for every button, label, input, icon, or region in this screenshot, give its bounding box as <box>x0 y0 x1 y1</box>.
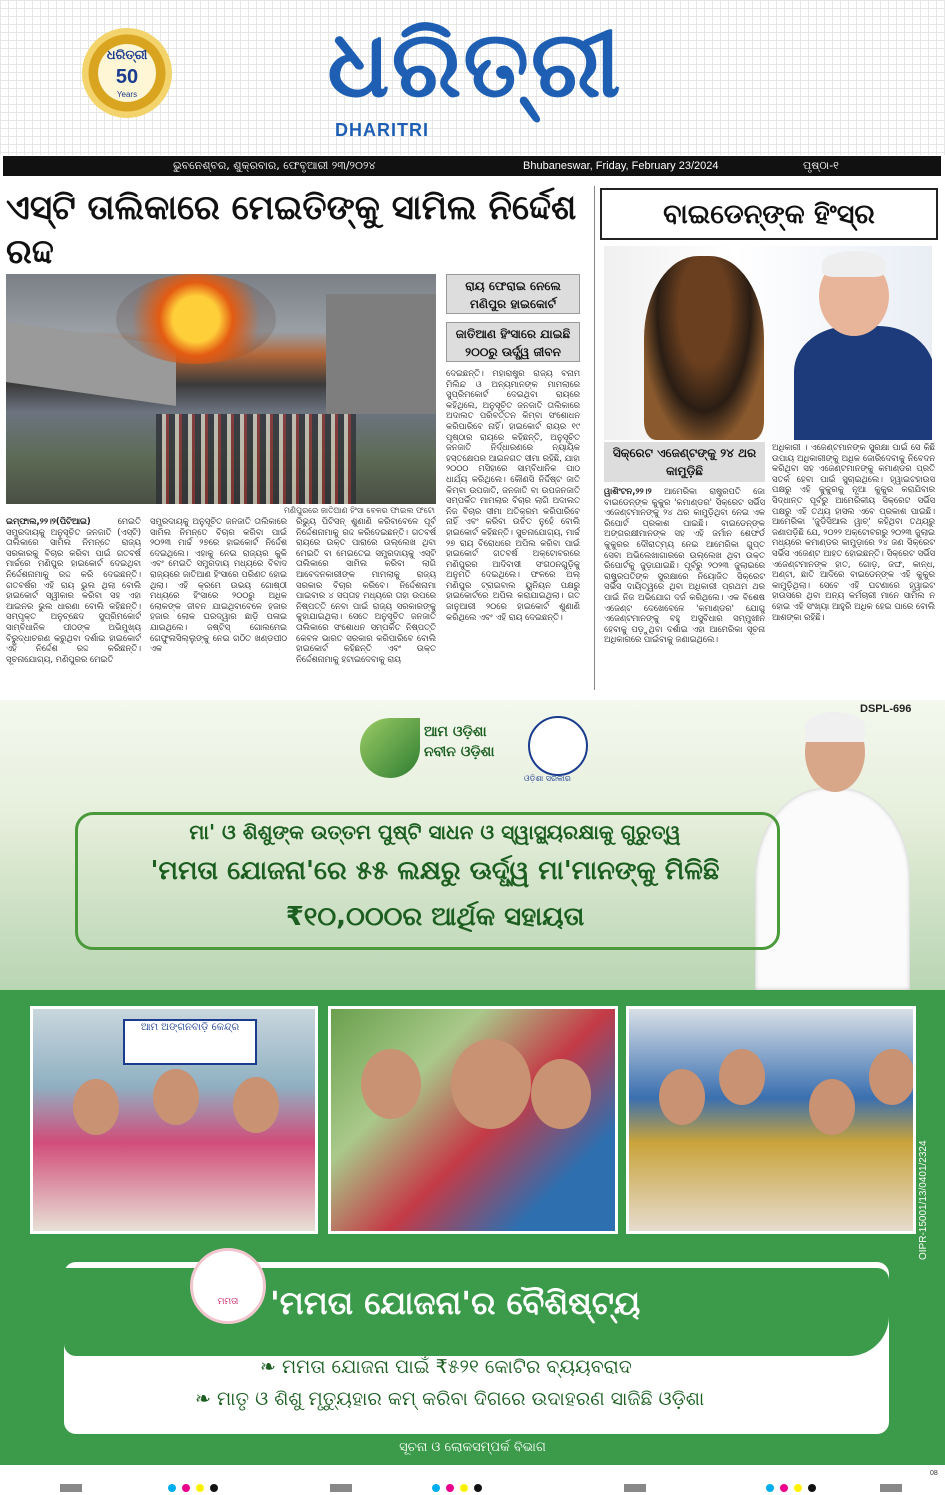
manipur-fire-photo <box>6 274 436 504</box>
face-shape <box>153 1069 199 1125</box>
feature-item-1: ❧ ମମତା ଯୋଜନା ପାଇଁ ₹୫୨୧ କୋଟିର ବ୍ୟୟବରାଦ <box>260 1356 632 1378</box>
house-shape <box>326 294 436 414</box>
side-story-column-b: ଅଧିକାରୀ । ଏଜେଣ୍ଟମାନଙ୍କ ସୁରକ୍ଷା ପାଇଁ ସେ କିଛି ଉପାୟ ଅଧିକାରୀଙ୍କୁ ଅଧିକ ଜୋରିଦେବାକୁ ନିବେଦନ କରିଥିବା ସହ ଏଜେଣ୍ଟମାନଙ୍କୁ କମାଣ୍ଡର ପ୍ରତି ସତର୍କ ହେବା ପାଇଁ ସୁଚାଇଥିଲେ। ହ୍ୱାଇଟହାଉସ ପକ୍ଷରୁ ଏହି କୁକୁରକୁ ନୂଆ କୁକୁର କରାଯିବାର ସିଦ୍ଧାନ୍ତ ପୂର୍ବରୁ ଆମେରିକୀୟ ସିକ୍ରେଟ ସର୍ଭିସ ପକ୍ଷରୁ ଏହି ତଥ୍ୟ ହାସଲ ଏବେ ପ୍ରକାଶ ପାଇଛି। ଆମେରିକା 'ଜୁଡିସିଆଲ ୱାଚ୍' କହିଥିବା ତଥ୍ୟରୁ ଜଣାପଡ଼ିଛି ଯେ, ୨୦୨୨ ଅକ୍ଟୋବରରୁ ୨୦୨୩ ଜୁଲାଇ ମଧ୍ୟରେ କମାଣ୍ଡର କାମୁଡ଼ାରେ ୨୪ ଜଣ ସିକ୍ରେଟ ସର୍ଭିସ ଏଜେଣ୍ଟ ଆହତ ହୋଇଛନ୍ତି। ସିକ୍ରେଟ ସର୍ଭିସ ଏଜେଣ୍ଟମାନଙ୍କ ହାତ, ଗୋଡ଼, ଜଙ୍ଘ, କାନ୍ଧ, ଅଣ୍ଟା, ଛାତି ଆଦିରେ ବାଇଡେନ୍‌ଙ୍କ ଏହି କୁକୁର କାମୁଡ଼ିଥିଲା। ସେବେ ଏହି ଘଟଣାରେ ହ୍ୱାଇଟ ହାଉସରେ ଥିବା ଅନ୍ୟ କର୍ମଚାରୀ ମାନେ ସାମିଲ ନ ହୋଇ ଏହି ସଂଖ୍ୟା ଆହୁରି ଅଧିକ ହେଇ ପାରେ ବୋଲି ଆଶଙ୍କା ରହିଛି। <box>772 442 935 622</box>
footer-bar <box>0 1470 945 1495</box>
hair-shape <box>822 251 886 277</box>
mamata-logo <box>190 1248 266 1324</box>
photo-caption: ମଣିପୁରରେ ଜାତିଆଣ ହିଂସା ବେଳର ଫାଇଲ ଫଟୋ <box>284 506 435 515</box>
column-divider <box>594 186 595 690</box>
registration-bar <box>624 1484 646 1492</box>
main-headline: ଏସ୍‌ଟି ତାଲିକାରେ ମେଇତିଙ୍କୁ ସାମିଲ ନିର୍ଦ୍ଦେଶ ରଦ୍ଦ <box>6 188 577 272</box>
fire-flames-shape <box>116 274 276 364</box>
face-shape <box>809 1079 855 1135</box>
magenta-dot <box>780 1484 788 1492</box>
badge-number: 50 <box>115 66 139 88</box>
mother-face-shape <box>451 1039 531 1129</box>
black-dot <box>474 1484 482 1492</box>
leaf-icon <box>360 718 420 778</box>
advert-code: DSPL-696 <box>860 703 912 715</box>
face-shape <box>233 1077 279 1133</box>
subheadline-1: ରାୟ ଫେରାଇ ନେଲେ ମଣିପୁର ହାଇକୋର୍ଟ <box>446 274 580 314</box>
mamata-logo-label: ମମତା <box>217 1297 239 1307</box>
cyan-dot <box>432 1484 440 1492</box>
black-dot <box>808 1484 816 1492</box>
mother-children-photo <box>328 1006 618 1234</box>
child-face-shape <box>361 1049 421 1119</box>
anniversary-badge <box>82 28 172 118</box>
centre-sign: ଆମ ଅଙ୍ଗନବାଡ଼ି କେନ୍ଦ୍ର <box>123 1019 257 1065</box>
face-shape <box>719 1049 765 1105</box>
ama-odisha-logo <box>360 712 510 784</box>
suit-shape <box>794 326 932 440</box>
side-story-text: ଆମେରିକା ରାଷ୍ଟ୍ରପତି ଜୋ ବାଇଡେନ୍‌ଙ୍କ କୁକୁର 'କମାଣ୍ଡର' ସିକ୍ରେଟ ସର୍ଭିସ ଏଜେଣ୍ଟମାନଙ୍କୁ ୨୪ ଥର କାମୁଡ଼ିଥିବା ନେଇ ଏକ ରିପୋର୍ଟ ପ୍ରକାଶ ପାଇଛି। ବାଇଡେନ୍‌ଙ୍କ ଅଙ୍ଗରକ୍ଷୀମାନଙ୍କ ସହ ଏହି ଜର୍ମାନ ଶେଫର୍ଡ କୁକୁରର ଦୌରାତ୍ମ୍ୟ ନେଇ ଆମେରିକା ଗୁପ୍ତ ସେବା ଅଭିଲେଖାଗାରରେ ଉଲ୍ଲେଖ ଥିବା ଉକ୍ତ ରିପୋର୍ଟକୁ ଜୁଡ଼ାଯାଇଛି। ପୂର୍ବରୁ ୨୦୨୩ ଜୁଲାଇରେ ରାଷ୍ଟ୍ରପତିଙ୍କ ସୁରକ୍ଷାରେ ନିୟୋଜିତ ସିକ୍ରେଟ ସର୍ଭିସ ଦାୟିତ୍ୱରେ ଥିବା ଅଧିକାରୀ ପ୍ରଥମ ଥର ପାଇଁ ନିଜ ଅଭିଯୋଗ ଦର୍ଜ କରିଥିଲେ। ଏକ ବିଶେଷ ଏଜେଣ୍ଟ ଦେଖେବେଳେ 'କମାଣ୍ଡର' ଯୋଗୁ ଏଜେଣ୍ଟମାନଙ୍କୁ ବହୁ ଅସୁବିଧାର ସମ୍ମୁଖୀନ ହେବାକୁ ପଡ଼ୁଥିବା ଦର୍ଶାଇ ଏହା ଆମେରିକା ସୂଚନା ଅଧିକାରରେ ପାଇଁବାକୁ ଜଣାଇଥିଲେ। <box>604 486 765 645</box>
yellow-dot <box>794 1484 802 1492</box>
dog-shape <box>644 256 764 440</box>
cyan-dot <box>168 1484 176 1492</box>
magenta-dot <box>182 1484 190 1492</box>
face-shape <box>73 1079 119 1135</box>
yellow-dot <box>460 1484 468 1492</box>
feature-item-2: ❧ ମାତୃ ଓ ଶିଶୁ ମୃତ୍ୟୁହାର କମ୍ କରିବା ଦିଗରେ ଉଦାହରଣ ସାଜିଛି ଓଡ଼ିଶା <box>195 1388 705 1410</box>
brand-line-2: ନବୀନ ଓଡ଼ିଶା <box>424 744 495 760</box>
english-date: Bhubaneswar, Friday, February 23/2024 <box>523 160 719 172</box>
registration-bar <box>330 1484 352 1492</box>
story-column-c: ସମ୍ପ୍ରଦାୟକୁ ଅନୁସୂଚିତ ଜନଜାତି ତାଲିକାରେ ସାମିଲ ନିମନ୍ତେ ବିଚାର କରିବା ପାଇଁ ୨୦୨୩ ମାର୍ଚ୍ଚ ୨୭ରେ ହାଇକୋର୍ଟ ନିର୍ଦ୍ଦେଶ ଦେଇଥିଲେ। ଏହାକୁ ନେଇ ରାଜ୍ୟର କୁକି ଏବଂ ମେଇତି ସମ୍ପ୍ରଦାୟ ମଧ୍ୟରେ ବିବାଦ ରାଜ୍ୟରେ ଜାତିଆଣ ହିଂସାରେ ପରିଣତ ହୋଇ ଥିଲା। ଏହି କ୍ରମେ ଉଭୟ ଗୋଷ୍ଠୀ ମଧ୍ୟରେ ହିଂସାରେ ୨୦୦ରୁ ଅଧିକ ଲୋକଙ୍କ ଜୀବନ ଯାଇଥିବାବେଳେ ହଜାର ହଜାର ଲୋକ ଘରଦ୍ୱାର ଛାଡ଼ି ପଳାଇ ଯାଇଥିଲେ। ଜଷ୍ଟିସ୍ ଗୋଲମେଇ ଗେଫୁଲସିଲ୍ଲୁଙ୍କୁ ନେଇ ଗଠିତ ଖଣ୍ଡପୀଠ ଏକ <box>150 516 287 654</box>
black-dot <box>210 1484 218 1492</box>
masthead <box>0 0 945 155</box>
oipr-code: OIPR-15001/13/0401/2324 <box>918 1140 929 1260</box>
side-dateline: ୱାଶିଂଟନ,୨୨।୨ <box>604 486 652 496</box>
story-column-b <box>6 516 141 690</box>
department-label: ସୂଚନା ଓ ଲୋକସମ୍ପର୍କ ବିଭାଗ <box>399 1440 546 1455</box>
registration-bar <box>60 1484 82 1492</box>
side-story-column-a <box>604 486 765 690</box>
biden-dog-photo <box>604 246 932 440</box>
registration-bar <box>880 1484 902 1492</box>
newspaper-title-english: DHARITRI <box>335 120 429 140</box>
story-column-a: ଦେଇଛନ୍ତି। ମହାରାଷ୍ଟ୍ର ରାଜ୍ୟ ବନାମ ମିଲିନ୍ଦ ଓ ଅନ୍ୟମାନଙ୍କ ମାମଲାରେ ସୁପ୍ରିମକୋର୍ଟ ଦେଇଥିବା ରାୟରେ କହିଥିଲେ, ଅନୁସୂଚିତ ଜନଜାତି ତାଲିକାରେ ଅଦାଲତ ପରିବର୍ତ୍ତନ କିମ୍ବା ସଂଶୋଧନ କରିପାରିବେ ନାହିଁ। ହାଇକୋର୍ଟ ରାୟର ୧୯ ପୃଷ୍ଠାର ରାୟରେ କହିଛନ୍ତି, ଅନୁସୂଚିତ ଜନଜାତି ନିର୍ଦ୍ଧାରଣରେ ନ୍ୟାୟିକ ହସ୍ତକ୍ଷେପର ଆଇନଗତ ସୀମା ରହିଛି, ଯାହା ୨୦୦୦ ମସିହାରେ ସାମ୍ବିଧାନିକ ପାଠ ଧାର୍ଯ୍ୟ କରିଥିଲେ। କୌଣସି ନିର୍ଦ୍ଦିଷ୍ଟ ଜାତି କିମ୍ବା ଉପଜାତି, ଜନଜାତି ବା ଉପଜନଜାତି ସମ୍ପର୍କିତ ମାମଲାର ବିଚାର ଲାଗି ଅଦାଲତ ନିଜ ବିଚାର ସୀମା ଅତିକ୍ରମ କରିପାରିବେ ନାହିଁ ଏବଂ କରିବା ଉଚିତ ନୁହେଁ ବୋଲି ହାଇକୋର୍ଟ କହିଛନ୍ତି। ସୁଚନାଯୋଗ୍ୟ, ମାର୍ଚ୍ଚ ୨୭ ରାୟ ବିରୋଧରେ ଅପିଲ କରିବା ପାଇଁ ହାଇକୋର୍ଟ ଗତବର୍ଷ ଅକ୍ଟୋବରରେ ମଣିପୁରର ଆଦିବାସୀ ସଂଗଠନଗୁଡ଼ିକୁ ଅନୁମତି ଦେଇଥିଲେ। ଫଳରେ ଅଲ୍ ମଣିପୁର ଟ୍ରାଇବାଲ ୟୁନିୟନ ପକ୍ଷରୁ ହାଇକୋର୍ଟରେ ଅପିଲ କରାଯାଇଥିଲା। ଗତ ଜାନୁଆରୀ ୨୦ରେ ହାଇକୋର୍ଟ ଶୁଣାଣି କରିଥିଲେ ଏବଂ ଏହି ରାୟ ଦେଇଛନ୍ତି। <box>446 368 580 622</box>
side-subheadline: ସିକ୍ରେଟ ଏଜେଣ୍ଟଙ୍କୁ ୨୪ ଥର କାମୁଡ଼ିଛି <box>604 442 765 482</box>
story-text: ମେଇତି ସମ୍ପ୍ରଦାୟକୁ ଅନୁସୂଚିତ ଜନଜାତି (ଏସ୍‌ଟି) ତାଲିକାରେ ସାମିଲ ନିମନ୍ତେ ରାଜ୍ୟ ସରକାରକୁ ବିଚାର କରିବା ପାଇଁ ଗତବର୍ଷ ମାର୍ଚ୍ଚରେ ମଣିପୁର ହାଇକୋର୍ଟ ଦେଇଥିବା ନିର୍ଦ୍ଦେଶନାମାକୁ ରଦ୍ଦ କରି ଦେଇଛନ୍ତି। ଗତବର୍ଷର ଏହି ରାୟ ଭୁଲ ଥିଲା ବୋଲି ହାଇକୋର୍ଟ ସ୍ୱୀକାର କରିବା ସହ ଏହା ଆଇନର ଭୁଲ ଧାରଣା ବୋଲି କହିଛନ୍ତି। ସମ୍ପୃକ୍ତ ଅନୁଚ୍ଛେଦ ସୁପ୍ରିମକୋର୍ଟ ସାମ୍ବିଧାନିକ ପୀଠଙ୍କ ଅଭିମୁଖ୍ୟ ବିରୁଦ୍ଧାଚରଣ କରୁଥିବା ଦର୍ଶାଇ ହାଇକୋର୍ଟ ଏହି ନିର୍ଦ୍ଦେଶ ରଦ୍ଦ କରିଛନ୍ତି। ସୂଚନାଯୋଗ୍ୟ, ମଣିପୁରର ମେଇତି <box>6 516 141 664</box>
scheme-line-1: ମା' ଓ ଶିଶୁଙ୍କ ଉତ୍ତମ ପୁଷ୍ଟି ସାଧନ ଓ ସ୍ୱାସ୍ଥ୍ୟରକ୍ଷାକୁ ଗୁରୁତ୍ୱ <box>189 820 681 844</box>
child-face-shape <box>531 1059 591 1129</box>
page-number: ପୃଷ୍ଠା-୧ <box>803 159 839 172</box>
cyan-dot <box>766 1484 774 1492</box>
badge-name: ଧରିତ୍ରୀ <box>106 48 148 63</box>
magenta-dot <box>446 1484 454 1492</box>
face-shape <box>869 1049 915 1105</box>
odisha-emblem-icon <box>528 716 588 776</box>
newspaper-title: ଧରିତ୍ରୀ <box>327 11 623 118</box>
yellow-dot <box>196 1484 204 1492</box>
brand-line-1: ଆମ ଓଡ଼ିଶା <box>424 724 487 740</box>
footer-number: 08 <box>930 1470 938 1477</box>
dateline: ଇମ୍ଫାଲ,୨୨।୨(ପିଟିଆଇ) <box>6 516 91 526</box>
feature-title: 'ମମତା ଯୋଜନା'ର ବୈଶିଷ୍ଟ୍ୟ <box>270 1284 641 1322</box>
subheadline-2: ଜାତିଆଣ ହିଂସାରେ ଯାଇଛି ୨୦୦ରୁ ଊର୍ଦ୍ଧ୍ୱ ଜୀବନ <box>446 322 580 362</box>
side-headline: ବାଇଡେନ୍‌ଙ୍କ ହିଂସ୍ର <box>600 188 938 240</box>
date-bar <box>3 156 941 176</box>
hair-shape <box>805 712 865 742</box>
scheme-line-3: ₹୧୦,୦୦୦ର ଆର୍ଥିକ ସହାୟତା <box>285 902 585 932</box>
face-shape <box>659 1069 705 1125</box>
anganwadi-women-photo <box>30 1006 318 1234</box>
odia-date: ଭୁବନେଶ୍ବର, ଶୁକ୍ରବାର, ଫେବୃଆରୀ ୨୩/୨୦୨୪ <box>173 159 376 172</box>
govt-label: ଓଡ଼ିଶା ସରକାର <box>524 774 571 783</box>
story-column-d: ରିଭ୍ୟୁ ପିଟିସନ୍ ଶୁଣାଣି କରିବାବେଳେ ପୂର୍ବ ନିର୍ଦ୍ଦେଶନାମାକୁ ରଦ୍ଦ କରିଦେଇଛନ୍ତି। ଗତବର୍ଷ ରାୟରେ ଉକ୍ତ ପାରାରେ ଉଲ୍ଲେଖ ଥିବା ମେଇତି ବା ମେଇତେଇ ସମ୍ପ୍ରଦାୟକୁ ଏସ୍‌ଟି ତାଲିକାରେ ସାମିଲ କରିବା ଲାଗି ଆବେଦନକାରୀଙ୍କ ମାମଲାକୁ ରାଜ୍ୟ ସରକାର ବିଚାର କରିବେ। ନିର୍ଦ୍ଦେଶନାମା ପାଇବାର ୪ ସପ୍ତାହ ମଧ୍ୟରେ ତାହା ଉପରେ ନିଷ୍ପତ୍ତି ନେବା ପାଇଁ ରାଜ୍ୟ ସରକାରଙ୍କୁ କୁହାଯାଇଥିଲା। ସେତେ ଅନୁସୂଚିତ ଜନଜାତି ତାଲିକାରେ ସଂଶୋଧନ ସମ୍ପର୍କିତ ନିଷ୍ପତ୍ତି କେବଳ ଭାରତ ସରକାର କରିପାରିବେ ବୋଲି ହାଇକୋର୍ଟ କହିଛନ୍ତି ଏବଂ ଉକ୍ତ ନିର୍ଦ୍ଦେଶନାମାକୁ ହଟାଇଦେବାକୁ ରାୟ <box>296 516 436 664</box>
health-checkup-photo <box>626 1006 916 1234</box>
scheme-line-2: 'ମମତା ଯୋଜନା'ରେ ୫୫ ଲକ୍ଷରୁ ଊର୍ଦ୍ଧ୍ୱ ମା'ମାନଙ୍କୁ ମିଳିଛି <box>150 856 720 886</box>
crowd-shape <box>156 414 356 504</box>
badge-years: Years <box>116 90 138 99</box>
